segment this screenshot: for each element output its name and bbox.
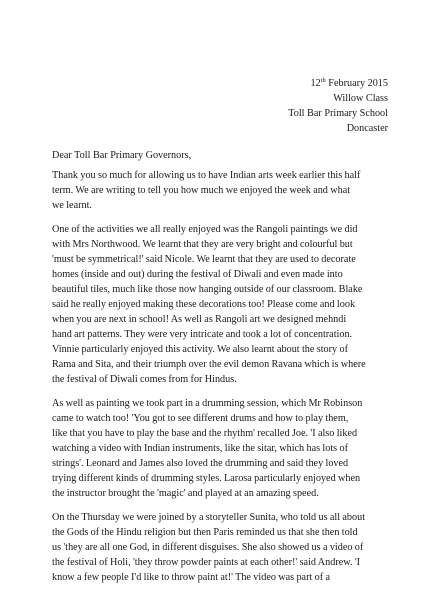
text-line: On the Thursday we were joined by a storyteller Sunita, who told us all about	[52, 512, 366, 523]
salutation: Dear Toll Bar Primary Governors,	[52, 150, 192, 161]
sender-address-block	[288, 76, 388, 136]
text-line: hand art patterns. They were very intricate and took a lot of concentration.	[52, 329, 353, 340]
date-month-year: February 2015	[325, 78, 388, 89]
text-line: with Mrs Northwood. We learnt that they are very bright and colourful but	[52, 239, 353, 250]
text-line: came to watch too! 'You got to see different drums and how to play them,	[52, 413, 349, 424]
text-line: we learnt.	[52, 200, 92, 211]
text-line: the festival of Holi, 'they throw powder paints at each other!' said Andrew. 'I	[52, 557, 361, 568]
text-line: us 'they are all one God, in different disguises. She also showed us a video of	[52, 542, 364, 553]
text-line: Thank you so much for allowing us to have Indian arts week earlier this half	[52, 170, 361, 181]
text-line: said he really enjoyed making these decorations too! Please come and look	[52, 299, 356, 310]
text-line: when you are next in school! As well as Rangoli art we designed mehndi	[52, 314, 347, 325]
text-line: homes (inside and out) during the festival of Diwali and even made into	[52, 269, 343, 280]
date-day: 12	[310, 78, 321, 89]
text-line: watching a video with Indian instruments, like the sitar, which has lots of	[52, 443, 348, 454]
text-line: trying different kinds of drumming styles. Larosa particularly enjoyed when	[52, 473, 361, 484]
text-line: the festival of Diwali comes from for Hindus.	[52, 374, 237, 385]
text-line: the instructor brought the 'magic' and played at an amazing speed.	[52, 488, 319, 499]
text-line: like that you have to play the base and the rhythm' recalled Joe. 'I also liked	[52, 428, 358, 439]
letter-body	[52, 148, 384, 594]
text-line: As well as painting we took part in a drumming session, which Mr Robinson	[52, 398, 363, 409]
text-line: One of the activities we all really enjoyed was the Rangoli paintings we did	[52, 224, 358, 235]
paragraph-rangoli	[52, 222, 384, 387]
address-line: Willow Class	[333, 93, 388, 104]
date-suffix: th	[320, 77, 326, 84]
text-line: 'must be symmetrical!' said Nicole. We learnt that they are used to decorate	[52, 254, 356, 265]
text-line: beautiful tiles, much like those now hanging outside of our classroom. Blake	[52, 284, 363, 295]
letter-date	[288, 76, 388, 91]
address-line: Doncaster	[346, 123, 388, 134]
text-line: term. We are writing to tell you how much we enjoyed the week and what	[52, 185, 351, 196]
text-line: strings'. Leonard and James also loved the drumming and said they loved	[52, 458, 349, 469]
text-line: Vinnie particularly enjoyed this activity. We also learnt about the story of	[52, 344, 348, 355]
paragraph-drumming	[52, 396, 384, 501]
text-line: the Gods of the Hindu religion but then Paris reminded us that she then told	[52, 527, 358, 538]
text-line: Rama and Sita, and their triumph over the evil demon Ravana which is where	[52, 359, 366, 370]
paragraph-storyteller	[52, 510, 384, 585]
paragraph-intro	[52, 168, 384, 213]
address-line: Toll Bar Primary School	[288, 108, 388, 119]
text-line: know a few people I'd like to throw paint at!' The video was part of a	[52, 572, 331, 583]
